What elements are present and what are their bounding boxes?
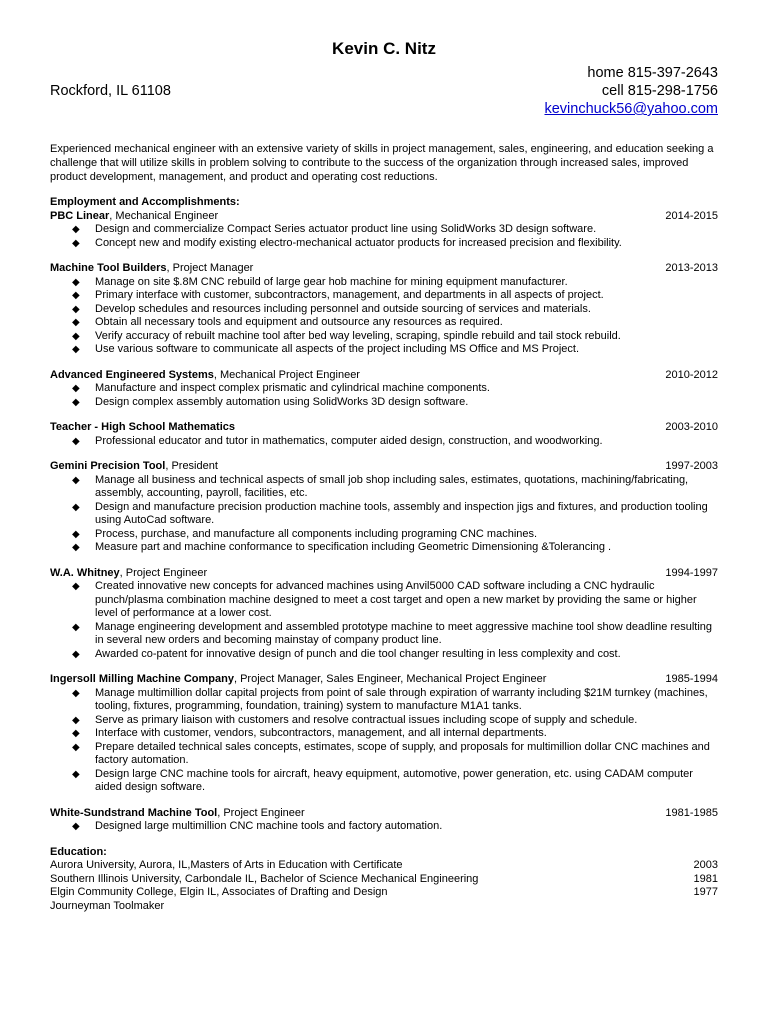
diamond-bullet-icon: ◆	[72, 396, 80, 408]
job-entry	[50, 421, 718, 448]
diamond-bullet-icon: ◆	[72, 528, 80, 540]
diamond-bullet-icon: ◆	[72, 276, 80, 288]
job-heading	[50, 460, 718, 474]
education-text: Elgin Community College, Elgin IL, Associates of Drafting and Design	[50, 886, 388, 898]
accomplishment-list	[50, 687, 718, 795]
education-year: 1977	[693, 886, 718, 898]
company-name: Machine Tool Builders	[50, 262, 167, 274]
job-title-line	[50, 369, 360, 383]
accomplishment-item	[50, 223, 718, 237]
diamond-bullet-icon: ◆	[72, 687, 80, 699]
candidate-name: Kevin C. Nitz	[332, 39, 436, 58]
accomplishment-list	[50, 382, 718, 409]
accomplishment-list	[50, 435, 718, 449]
job-heading	[50, 369, 718, 383]
accomplishment-item	[50, 741, 718, 768]
accomplishment-text: Design and manufacture precision production machine tools, assembly and inspection jigs and fixtures, and production tooling using AutoCad software.	[95, 500, 708, 526]
accomplishment-list	[50, 223, 718, 250]
accomplishment-list	[50, 474, 718, 555]
accomplishment-item	[50, 501, 718, 528]
accomplishment-text: Awarded co-patent for innovative design of punch and die tool changer resulting in less complexity and cost.	[95, 647, 621, 660]
accomplishment-text: Designed large multimillion CNC machine tools and factory automation.	[95, 820, 443, 832]
diamond-bullet-icon: ◆	[72, 501, 80, 513]
accomplishment-item	[50, 621, 718, 648]
diamond-bullet-icon: ◆	[72, 621, 80, 633]
accomplishment-list	[50, 580, 718, 661]
accomplishment-item	[50, 687, 718, 714]
accomplishment-item	[50, 541, 718, 555]
accomplishment-item	[50, 382, 718, 396]
job-heading	[50, 567, 718, 581]
accomplishment-item	[50, 820, 718, 834]
accomplishment-list	[50, 276, 718, 357]
accomplishment-text: Manage multimillion dollar capital projects from point of sale through expiration of warranty including $21M turnkey (machines, tooling, fixtures, programming, foundation, training) system to manufacture M1A1 tanks.	[95, 686, 708, 712]
education-year: 1981	[693, 872, 718, 885]
education-item	[50, 886, 718, 900]
accomplishment-text: Obtain all necessary tools and equipment and outsource any resources as required.	[95, 316, 503, 328]
diamond-bullet-icon: ◆	[72, 728, 80, 739]
company-name: Advanced Engineered Systems	[50, 368, 214, 381]
cell-phone: cell 815-298-1756	[601, 83, 718, 99]
diamond-bullet-icon: ◆	[72, 435, 80, 447]
resume-page	[50, 38, 718, 913]
job-years: 2013-2013	[665, 262, 718, 274]
company-name: Teacher - High School Mathematics	[50, 421, 236, 433]
jobs-list	[50, 210, 718, 834]
accomplishment-item	[50, 316, 718, 330]
job-heading	[50, 210, 718, 224]
education-section-title: Education:	[50, 845, 107, 858]
diamond-bullet-icon: ◆	[72, 303, 80, 315]
accomplishment-text: Design and commercialize Compact Series actuator product line using SolidWorks 3D design software.	[95, 223, 597, 235]
job-title-line	[50, 262, 253, 276]
job-years: 1997-2003	[665, 460, 718, 472]
education-item	[50, 900, 718, 914]
job-entry	[50, 460, 718, 555]
accomplishment-text: Design complex assembly automation using SolidWorks 3D design software.	[95, 395, 469, 408]
accomplishment-item	[50, 474, 718, 501]
job-years: 2003-2010	[665, 421, 718, 433]
email-link[interactable]: kevinchuck56@yahoo.com	[544, 101, 718, 117]
job-title-line	[50, 460, 218, 474]
education-text: Southern Illinois University, Carbondale IL, Bachelor of Science Mechanical Engineering	[50, 872, 479, 885]
accomplishment-item	[50, 714, 718, 728]
job-years: 1981-1985	[665, 806, 718, 819]
accomplishment-text: Prepare detailed technical sales concepts, estimates, scope of supply, and proposals for multimillion dollar CNC machines and factory automation.	[95, 740, 710, 766]
diamond-bullet-icon: ◆	[72, 648, 80, 660]
accomplishment-item	[50, 727, 718, 741]
contact-block	[544, 64, 718, 118]
education-item	[50, 873, 718, 887]
accomplishment-item	[50, 396, 718, 410]
job-years: 1994-1997	[665, 566, 718, 579]
company-name: W.A. Whitney	[50, 566, 120, 579]
job-title-line	[50, 807, 305, 821]
accomplishment-text: Manage engineering development and assembled prototype machine to meet aggressive machine tool show deadline resulting in several new orders and becoming mainstay of company product line.	[95, 620, 712, 646]
job-years: 2014-2015	[665, 209, 718, 222]
accomplishment-text: Serve as primary liaison with customers and resolve contractual issues including scope of supply and schedule.	[95, 713, 638, 726]
diamond-bullet-icon: ◆	[72, 581, 80, 592]
accomplishment-item	[50, 343, 718, 357]
accomplishment-text: Verify accuracy of rebuilt machine tool after bed way leveling, scraping, spindle rebuild and tail stock rebuild.	[95, 329, 621, 342]
accomplishment-item	[50, 528, 718, 542]
accomplishment-text: Primary interface with customer, subcontractors, management, and departments in all aspects of project.	[95, 289, 604, 301]
company-name: Gemini Precision Tool	[50, 460, 166, 472]
accomplishment-item	[50, 289, 718, 303]
accomplishment-item	[50, 648, 718, 662]
job-role: , Project Engineer	[119, 566, 208, 579]
accomplishment-item	[50, 303, 718, 317]
accomplishment-text: Develop schedules and resources including personnel and outside sourcing of services and materials.	[95, 302, 591, 315]
diamond-bullet-icon: ◆	[72, 821, 80, 832]
diamond-bullet-icon: ◆	[72, 474, 80, 486]
job-entry	[50, 567, 718, 662]
job-entry	[50, 210, 718, 251]
job-role: , President	[165, 460, 218, 472]
accomplishment-text: Interface with customer, vendors, subcontractors, management, and all internal departments.	[95, 727, 547, 739]
diamond-bullet-icon: ◆	[72, 741, 80, 753]
company-name: Ingersoll Milling Machine Company	[50, 673, 234, 685]
accomplishment-text: Measure part and machine conformance to specification including Geometric Dimensioning &Tolerancing .	[95, 541, 612, 553]
job-years: 1985-1994	[665, 673, 718, 685]
accomplishment-text: Process, purchase, and manufacture all components including programing CNC machines.	[95, 527, 538, 540]
education-item	[50, 859, 718, 873]
diamond-bullet-icon: ◆	[72, 768, 80, 780]
accomplishment-item	[50, 330, 718, 344]
job-title-line	[50, 421, 235, 435]
job-entry	[50, 673, 718, 795]
accomplishment-text: Manage on site $.8M CNC rebuild of large gear hob machine for mining equipment manufacturer.	[95, 275, 568, 288]
accomplishment-item	[50, 580, 718, 621]
company-name: PBC Linear	[50, 209, 110, 222]
company-name: White-Sundstrand Machine Tool	[50, 806, 218, 819]
diamond-bullet-icon: ◆	[72, 290, 80, 301]
education-text: Aurora University, Aurora, IL,Masters of Arts in Education with Certificate	[50, 859, 403, 871]
job-role: , Mechanical Project Engineer	[213, 368, 360, 381]
accomplishment-text: Professional educator and tutor in mathematics, computer aided design, construction, and woodworking.	[95, 434, 603, 447]
accomplishment-text: Created innovative new concepts for advanced machines using Anvil5000 CAD software including a CNC hydraulic punch/plasma combination machine designed to meet a cost target and open a new market by providing the same or higher level of performance at a lower cost.	[95, 580, 697, 619]
diamond-bullet-icon: ◆	[72, 237, 80, 249]
education-list	[50, 859, 718, 913]
education-year: 2003	[693, 859, 718, 871]
diamond-bullet-icon: ◆	[72, 330, 80, 342]
diamond-bullet-icon: ◆	[72, 542, 80, 553]
employment-section-title: Employment and Accomplishments:	[50, 196, 240, 208]
job-role: , Project Manager, Sales Engineer, Mechanical Project Engineer	[233, 673, 547, 685]
accomplishment-text: Use various software to communicate all aspects of the project including MS Office and MS Project.	[95, 343, 580, 355]
education-text: Journeyman Toolmaker	[50, 899, 165, 912]
job-heading	[50, 673, 718, 687]
city-address: Rockford, IL 61108	[50, 83, 171, 99]
diamond-bullet-icon: ◆	[72, 714, 80, 726]
job-title-line	[50, 210, 218, 224]
job-entry	[50, 262, 718, 357]
job-heading	[50, 421, 718, 435]
job-role: , Project Engineer	[217, 806, 305, 819]
home-phone: home 815-397-2643	[587, 65, 718, 81]
accomplishment-item	[50, 237, 718, 251]
accomplishment-item	[50, 768, 718, 795]
job-heading	[50, 807, 718, 821]
diamond-bullet-icon: ◆	[72, 317, 80, 328]
accomplishment-item	[50, 435, 718, 449]
accomplishment-text: Design large CNC machine tools for aircraft, heavy equipment, automotive, power generation, etc. using CADAM computer aided design software.	[95, 767, 693, 793]
summary-paragraph: Experienced mechanical engineer with an extensive variety of skills in project management, sales, engineering, and education seeking a challenge that will utilize skills in problem solving to contribute to the success of the organization through increased sales, improved product development, management, and product and operating cost reductions.	[50, 143, 714, 183]
accomplishment-text: Manage all business and technical aspects of small job shop including sales, estimates, quotations, machining/fabricating, assembly, accounting, payroll, facilities, etc.	[95, 473, 689, 499]
accomplishment-list	[50, 820, 718, 834]
diamond-bullet-icon: ◆	[72, 224, 80, 235]
job-title-line	[50, 673, 546, 687]
job-years: 2010-2012	[665, 368, 718, 381]
accomplishment-item	[50, 276, 718, 290]
job-title-line	[50, 567, 207, 581]
diamond-bullet-icon: ◆	[72, 344, 80, 355]
contact-header	[50, 64, 718, 116]
job-entry	[50, 807, 718, 834]
diamond-bullet-icon: ◆	[72, 383, 80, 394]
job-role: , Mechanical Engineer	[109, 209, 219, 222]
job-heading	[50, 262, 718, 276]
job-entry	[50, 369, 718, 410]
accomplishment-text: Concept new and modify existing electro-mechanical actuator products for increased precision and flexibility.	[95, 236, 622, 249]
job-role: , Project Manager	[166, 262, 254, 274]
accomplishment-text: Manufacture and inspect complex prismatic and cylindrical machine components.	[95, 382, 490, 394]
